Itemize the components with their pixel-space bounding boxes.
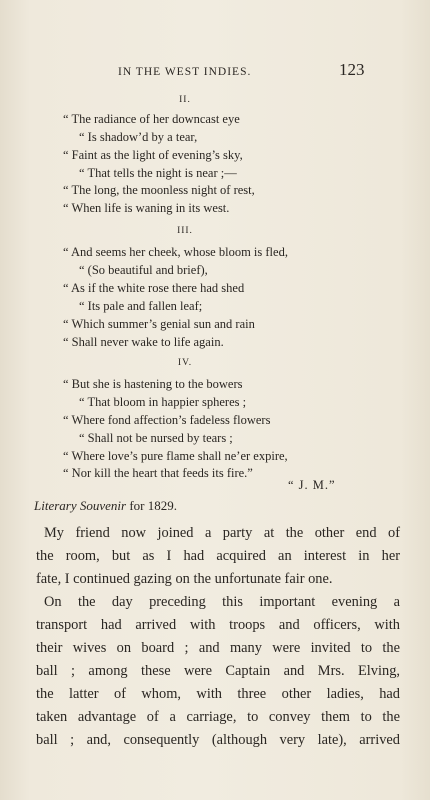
prose-line: transport had arrived with troops and officers, with	[36, 617, 400, 633]
citation	[34, 498, 177, 514]
poem-line: “ Nor kill the heart that feeds its fire.”	[63, 466, 253, 480]
poem-line: “ That bloom in happier spheres ;	[79, 395, 247, 409]
prose-line: ball ; among these were Captain and Mrs. Elving,	[36, 663, 400, 679]
citation-source: Literary Souvenir	[34, 498, 127, 513]
poem-line: “ (So beautiful and brief),	[79, 263, 208, 277]
poem-line: “ Shall not be nursed by tears ;	[79, 431, 233, 445]
running-head	[0, 60, 430, 84]
poem-line: “ Where fond affection’s fadeless flowers	[63, 413, 271, 427]
poem-line: “ But she is hastening to the bowers	[63, 377, 243, 391]
stanza-number: II.	[179, 95, 191, 105]
citation-year: for 1829.	[129, 498, 177, 513]
prose-line: the room, but as I had acquired an interest in her	[36, 548, 400, 564]
poem-line: “ And seems her cheek, whose bloom is fled,	[63, 245, 288, 259]
prose-line: the latter of whom, with three other ladies, had	[36, 686, 400, 702]
poem-line: “ Its pale and fallen leaf;	[79, 299, 203, 313]
prose-line: My friend now joined a party at the other end of	[44, 525, 400, 541]
poem-line: “ Which summer’s genial sun and rain	[63, 317, 255, 331]
prose-line: On the day preceding this important evening a	[44, 594, 400, 610]
poem-line: “ When life is waning in its west.	[63, 201, 230, 215]
page-number: 123	[339, 60, 365, 79]
prose-line: fate, I continued gazing on the unfortunate fair one.	[36, 571, 333, 587]
poem-line: “ That tells the night is near ;—	[79, 166, 237, 180]
prose-line: taken advantage of a carriage, to convey them to the	[36, 709, 400, 725]
poem-line: “ Where love’s pure flame shall ne’er expire,	[63, 449, 288, 463]
stanza-number: III.	[177, 226, 193, 236]
poem-line: “ Is shadow’d by a tear,	[79, 130, 198, 144]
poem-line: “ As if the white rose there had shed	[63, 281, 245, 295]
poem-line: “ Shall never wake to life again.	[63, 335, 224, 349]
poem-line: “ Faint as the light of evening’s sky,	[63, 148, 243, 162]
poem-line: “ The radiance of her downcast eye	[63, 112, 240, 126]
stanza-number: IV.	[177, 358, 193, 368]
prose-line: their wives on board ; and many were invited to the	[36, 640, 400, 656]
poem-line: “ The long, the moonless night of rest,	[63, 183, 255, 197]
prose-line: ball ; and, consequently (although very late), arrived	[36, 732, 400, 748]
running-title: IN THE WEST INDIES.	[118, 66, 252, 78]
poem-signature: “ J. M.”	[288, 478, 336, 492]
